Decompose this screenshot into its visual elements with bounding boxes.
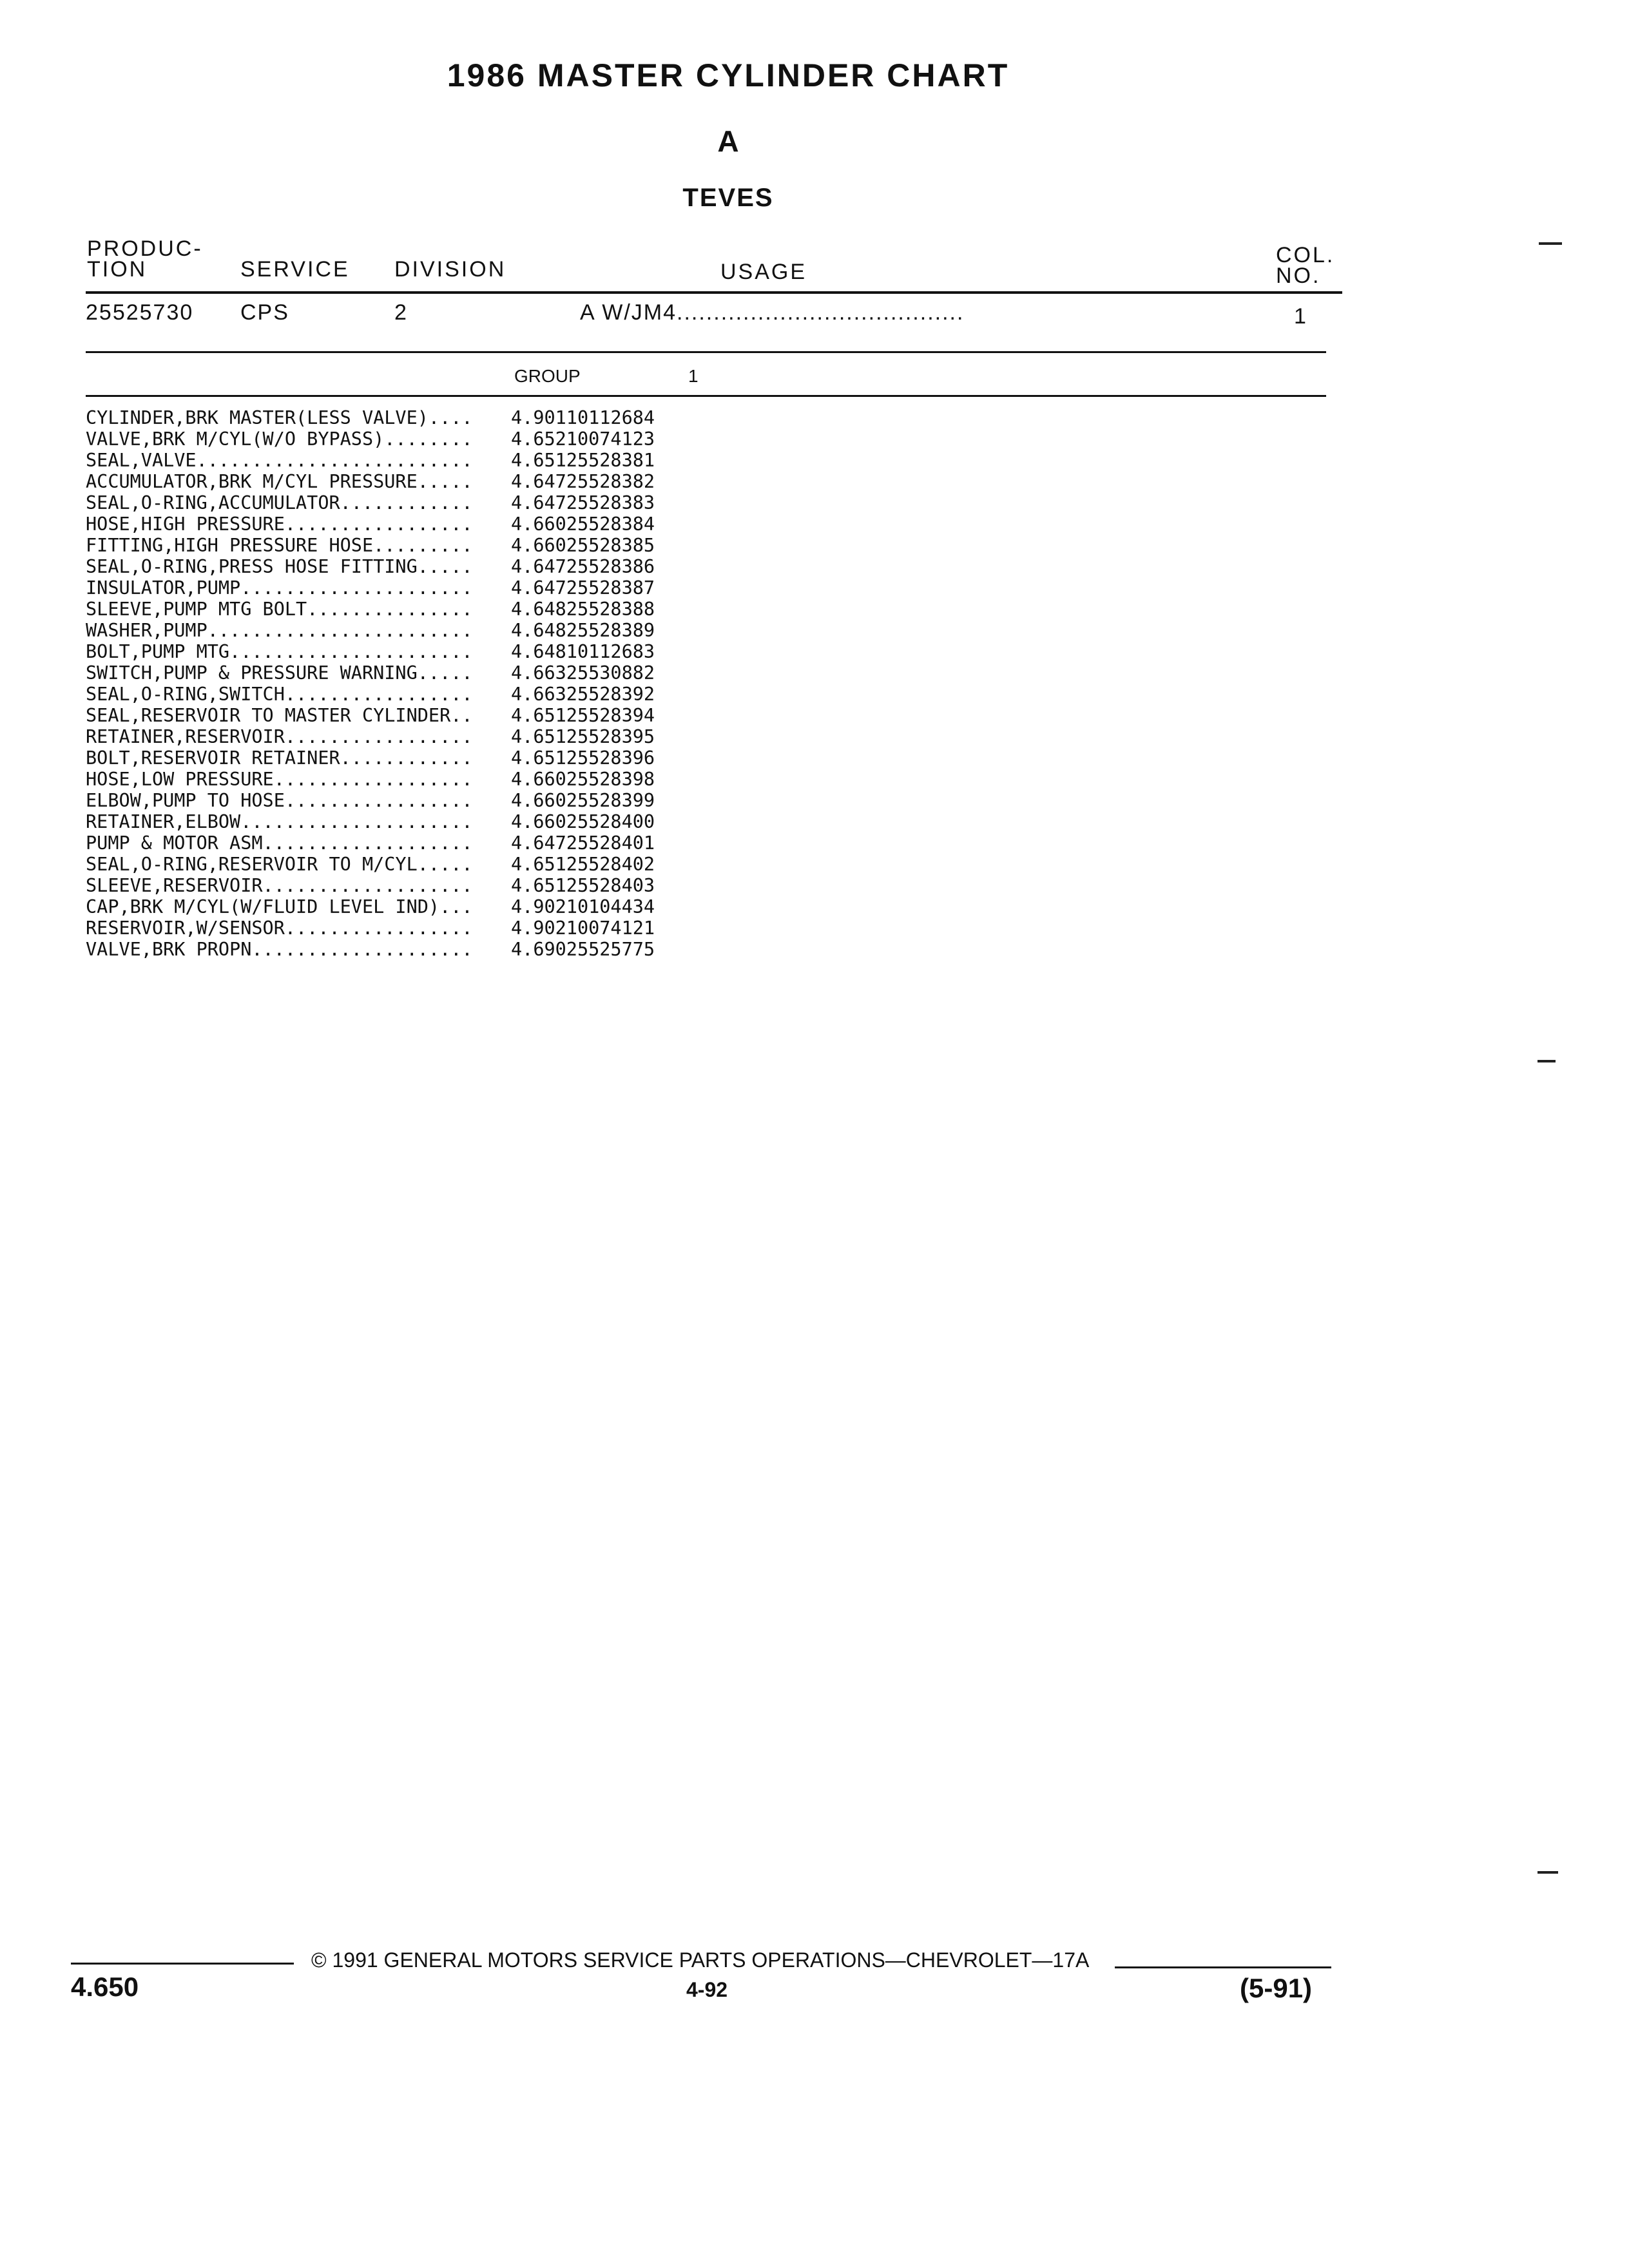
part-number: 10074123 [566, 428, 655, 450]
part-row [86, 747, 695, 769]
part-description: BOLT,PUMP MTG...................... [86, 641, 473, 662]
part-description: ACCUMULATOR,BRK M/CYL PRESSURE..... [86, 471, 473, 492]
part-row [86, 918, 695, 939]
part-description: SEAL,O-RING,SWITCH................. [86, 684, 473, 705]
part-group: 4.663 [511, 662, 566, 684]
usage-col-no: 1 [1294, 304, 1307, 329]
part-number: 25528399 [566, 790, 655, 811]
col-header-production-2: TION [87, 257, 148, 282]
part-number: 25528395 [566, 726, 655, 747]
part-row [86, 641, 695, 662]
part-description: BOLT,RESERVOIR RETAINER............ [86, 747, 473, 769]
part-description: RESERVOIR,W/SENSOR................. [86, 918, 473, 939]
part-description: PUMP & MOTOR ASM................... [86, 832, 473, 854]
part-group: 4.651 [511, 726, 566, 747]
part-row [86, 896, 695, 918]
margin-mark [1537, 1060, 1556, 1062]
part-row [86, 790, 695, 811]
part-row [86, 662, 695, 684]
part-description: CYLINDER,BRK MASTER(LESS VALVE).... [86, 407, 473, 428]
part-row [86, 939, 695, 960]
group-header-label: GROUP [514, 366, 581, 386]
part-row [86, 875, 695, 896]
part-row [86, 726, 695, 747]
part-row [86, 769, 695, 790]
part-description: CAP,BRK M/CYL(W/FLUID LEVEL IND)... [86, 896, 473, 918]
part-number: 10112683 [566, 641, 655, 662]
model-letter: A [717, 124, 739, 158]
part-description: ELBOW,PUMP TO HOSE................. [86, 790, 473, 811]
part-row [86, 471, 695, 492]
part-group: 4.652 [511, 428, 566, 450]
page-title: 1986 MASTER CYLINDER CHART [447, 57, 1010, 93]
part-group: 4.663 [511, 684, 566, 705]
part-number: 25528384 [566, 514, 655, 535]
part-description: HOSE,HIGH PRESSURE................. [86, 514, 473, 535]
part-number: 25528385 [566, 535, 655, 556]
margin-mark [1537, 1871, 1558, 1874]
part-description: WASHER,PUMP........................ [86, 620, 473, 641]
footer-copyright: © 1991 GENERAL MOTORS SERVICE PARTS OPERATIONS—CHEVROLET—17A [311, 1948, 1090, 1972]
part-description: SEAL,O-RING,PRESS HOSE FITTING..... [86, 556, 473, 577]
part-number: 25528386 [566, 556, 655, 577]
part-number: 25528400 [566, 811, 655, 832]
part-row [86, 705, 695, 726]
part-group: 4.648 [511, 599, 566, 620]
part-row [86, 514, 695, 535]
part-row [86, 577, 695, 599]
part-description: HOSE,LOW PRESSURE.................. [86, 769, 473, 790]
manufacturer: TEVES [682, 184, 774, 212]
part-number: 25528402 [566, 854, 655, 875]
part-group: 4.690 [511, 939, 566, 960]
part-group: 4.901 [511, 407, 566, 428]
part-group: 4.902 [511, 896, 566, 918]
part-number: 25528383 [566, 492, 655, 514]
margin-mark [1539, 242, 1562, 245]
part-number: 10112684 [566, 407, 655, 428]
part-number: 25528401 [566, 832, 655, 854]
part-number: 25525775 [566, 939, 655, 960]
col-header-production-1: PRODUC- [87, 236, 203, 261]
part-group: 4.647 [511, 492, 566, 514]
part-number: 25530882 [566, 662, 655, 684]
part-group: 4.651 [511, 450, 566, 471]
part-number: 25528381 [566, 450, 655, 471]
part-row [86, 854, 695, 875]
part-description: FITTING,HIGH PRESSURE HOSE......... [86, 535, 473, 556]
part-row [86, 450, 695, 471]
part-description: RETAINER,ELBOW..................... [86, 811, 473, 832]
header-rule [86, 291, 1342, 294]
part-description: VALVE,BRK PROPN.................... [86, 939, 473, 960]
part-number: 25528387 [566, 577, 655, 599]
part-number: 25528388 [566, 599, 655, 620]
part-group: 4.647 [511, 471, 566, 492]
part-row [86, 811, 695, 832]
part-group: 4.660 [511, 535, 566, 556]
part-group: 4.902 [511, 918, 566, 939]
part-description: VALVE,BRK M/CYL(W/O BYPASS)........ [86, 428, 473, 450]
part-group: 4.660 [511, 769, 566, 790]
footer-rule-right [1115, 1966, 1331, 1968]
part-description: SWITCH,PUMP & PRESSURE WARNING..... [86, 662, 473, 684]
part-row [86, 832, 695, 854]
part-group: 4.648 [511, 620, 566, 641]
part-number: 10104434 [566, 896, 655, 918]
usage-division: 2 [394, 300, 408, 325]
col-header-usage: USAGE [720, 260, 807, 284]
part-description: SLEEVE,RESERVOIR................... [86, 875, 473, 896]
part-number: 25528392 [566, 684, 655, 705]
usage-rule [86, 351, 1326, 353]
footer-page-number: 4-92 [686, 1978, 728, 2001]
part-description: SEAL,RESERVOIR TO MASTER CYLINDER.. [86, 705, 473, 726]
part-group: 4.647 [511, 577, 566, 599]
part-number: 25528382 [566, 471, 655, 492]
part-description: INSULATOR,PUMP..................... [86, 577, 473, 599]
footer-section: 4.650 [71, 1972, 139, 2002]
part-row [86, 599, 695, 620]
part-group: 4.651 [511, 705, 566, 726]
part-description: SLEEVE,PUMP MTG BOLT............... [86, 599, 473, 620]
parts-list [86, 407, 695, 960]
col-header-col-2: NO. [1276, 264, 1321, 288]
part-row [86, 535, 695, 556]
footer-rule-left [71, 1963, 294, 1965]
part-row [86, 556, 695, 577]
part-number: 25528398 [566, 769, 655, 790]
part-group: 4.648 [511, 641, 566, 662]
col-header-col-1: COL. [1276, 243, 1335, 267]
part-number: 25528403 [566, 875, 655, 896]
part-group: 4.660 [511, 811, 566, 832]
part-group: 4.651 [511, 854, 566, 875]
part-group: 4.647 [511, 556, 566, 577]
part-group: 4.660 [511, 790, 566, 811]
part-group: 4.651 [511, 747, 566, 769]
part-group: 4.651 [511, 875, 566, 896]
col-header-division: DIVISION [394, 257, 506, 282]
usage-text: A W/JM4....................................... [580, 300, 965, 325]
part-group: 4.660 [511, 514, 566, 535]
part-row [86, 492, 695, 514]
usage-service: CPS [240, 300, 289, 325]
part-description: SEAL,O-RING,RESERVOIR TO M/CYL..... [86, 854, 473, 875]
part-row [86, 620, 695, 641]
part-row [86, 684, 695, 705]
part-number: 25528394 [566, 705, 655, 726]
part-row [86, 428, 695, 450]
part-number: 10074121 [566, 918, 655, 939]
part-description: RETAINER,RESERVOIR................. [86, 726, 473, 747]
usage-production: 25525730 [86, 300, 194, 325]
group-rule [86, 395, 1326, 397]
part-number: 25528396 [566, 747, 655, 769]
footer-date: (5-91) [1240, 1973, 1313, 2003]
part-row [86, 407, 695, 428]
part-number: 25528389 [566, 620, 655, 641]
group-header-col: 1 [688, 366, 699, 386]
part-group: 4.647 [511, 832, 566, 854]
part-description: SEAL,O-RING,ACCUMULATOR............ [86, 492, 473, 514]
col-header-service: SERVICE [240, 257, 350, 282]
part-description: SEAL,VALVE......................... [86, 450, 473, 471]
